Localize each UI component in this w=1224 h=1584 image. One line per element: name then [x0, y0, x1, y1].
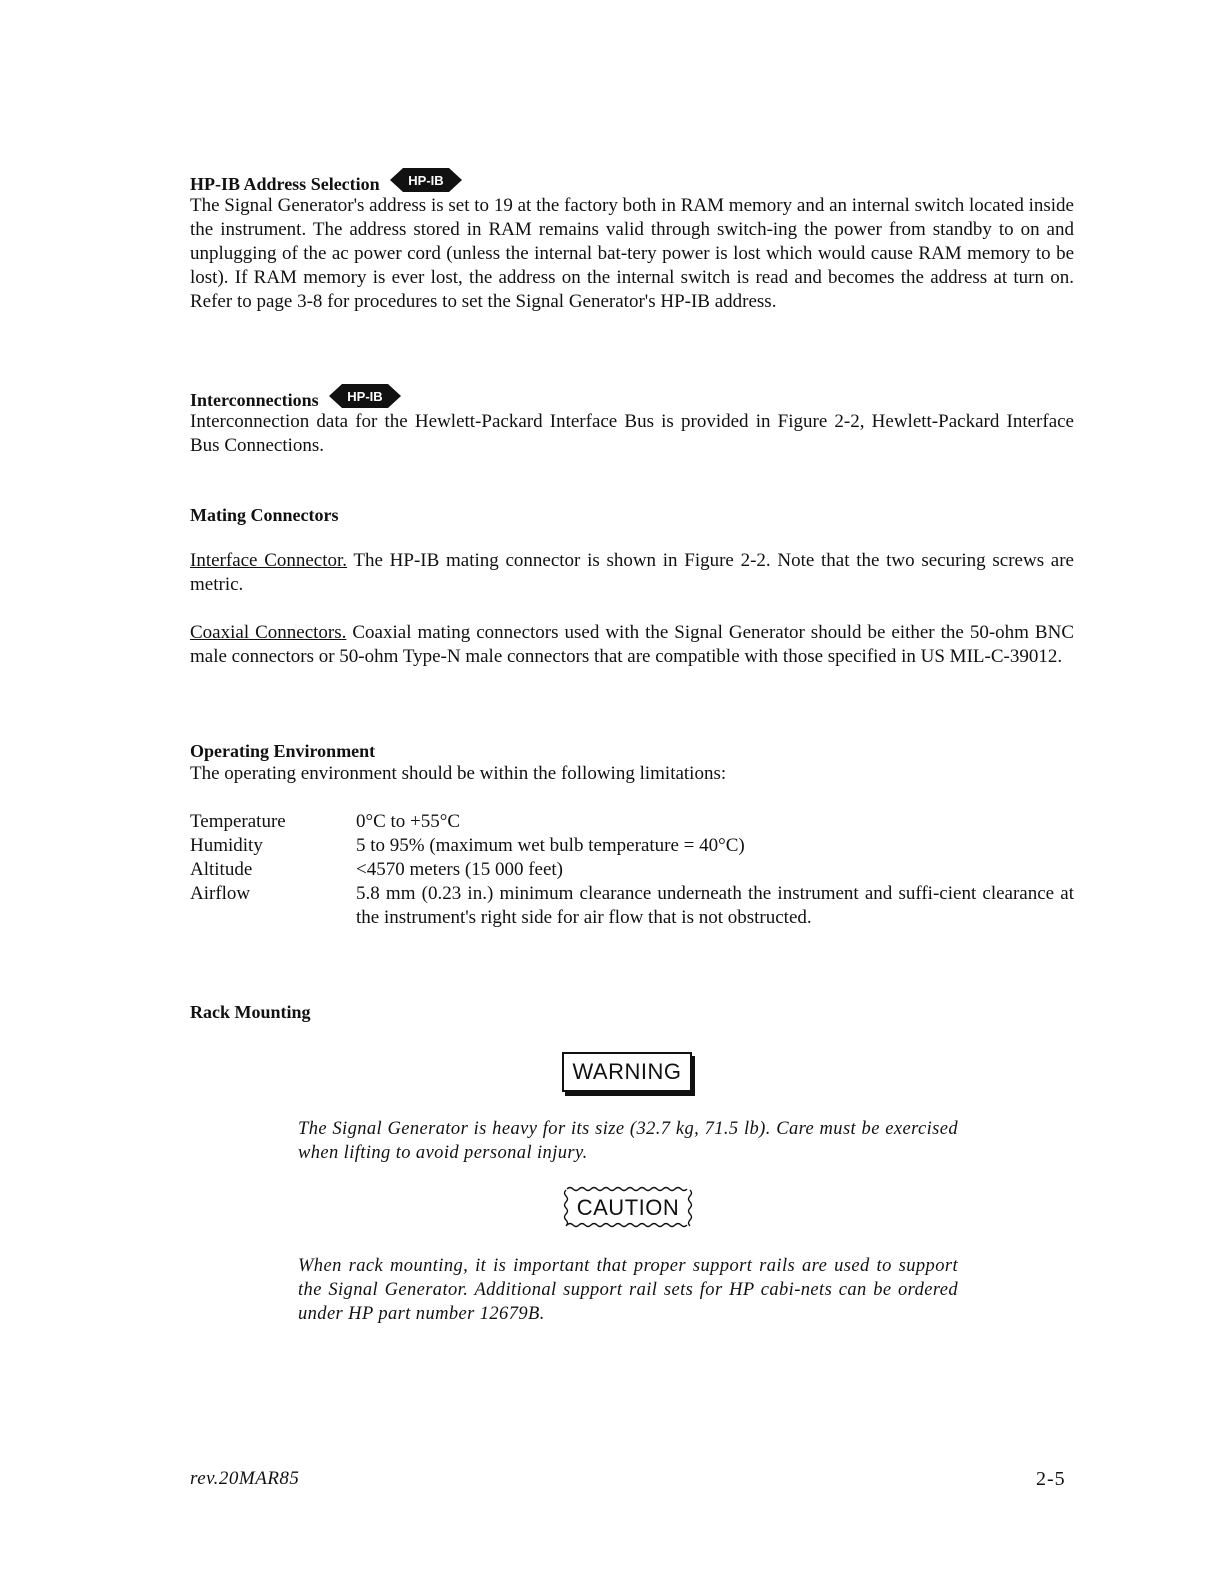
operating-environment-intro: The operating environment should be within the following limitations: — [190, 763, 727, 784]
env-label: Temperature — [190, 811, 286, 832]
caution-label: CAUTION — [576, 1195, 680, 1220]
svg-text:HP-IB: HP-IB — [407, 173, 444, 188]
env-value: 5.8 mm (0.23 in.) minimum clearance underneath the instrument and suffi-cient clearance at the instrument's right side for air flow that is not obstructed. — [356, 883, 1074, 928]
revision-footer: rev.20MAR85 — [190, 1468, 300, 1489]
coaxial-connectors-label: Coaxial Connectors. — [190, 622, 347, 643]
env-label: Humidity — [190, 835, 263, 856]
caution-box — [563, 1186, 693, 1228]
env-label: Altitude — [190, 859, 253, 880]
interface-connector-body: The HP-IB mating connector is shown in Figure 2-2. Note that the two securing screws are metric. — [190, 550, 1074, 595]
interface-connector-paragraph — [190, 549, 1074, 597]
env-label: Airflow — [190, 883, 251, 904]
rack-mounting-heading: Rack Mounting — [190, 1002, 311, 1022]
warning-label: WARNING — [562, 1052, 692, 1092]
coaxial-connectors-paragraph — [190, 621, 1074, 669]
interface-connector-label: Interface Connector. — [190, 550, 348, 571]
operating-environment-heading: Operating Environment — [190, 741, 376, 761]
page-number: 2-5 — [1036, 1468, 1066, 1490]
warning-text: The Signal Generator is heavy for its size (32.7 kg, 71.5 lb). Care must be exercised when lifting to avoid personal injury. — [298, 1119, 958, 1163]
svg-text:HP-IB: HP-IB — [346, 389, 383, 404]
env-value: 5 to 95% (maximum wet bulb temperature = 40°C) — [356, 835, 745, 856]
env-value: <4570 meters (15 000 feet) — [356, 859, 563, 880]
coaxial-connectors-body: Coaxial mating connectors used with the Signal Generator should be either the 50-ohm BNC male connectors or 50-ohm Type-N male connectors that are compatible with those specified in US MIL-C-39012. — [190, 622, 1074, 667]
address-selection-body: The Signal Generator's address is set to 19 at the factory both in RAM memory and an internal switch located inside the instrument. The address stored in RAM remains valid through switch-ing the power from standby to on and unplugging of the ac power cord (unless the internal bat-tery power is lost which would cause RAM memory to be lost). If RAM memory is ever lost, the address on the internal switch is read and becomes the address at turn on. Refer to page 3-8 for procedures to set the Signal Generator's HP-IB address. — [190, 195, 1074, 312]
interconnections-heading-text: Interconnections — [190, 390, 319, 411]
mating-connectors-heading: Mating Connectors — [190, 505, 339, 525]
interconnections-body: Interconnection data for the Hewlett-Packard Interface Bus is provided in Figure 2-2, Hewlett-Packard Interface Bus Connections. — [190, 411, 1074, 456]
caution-text: When rack mounting, it is important that proper support rails are used to support the Signal Generator. Additional support rail sets for HP cabi-nets can be ordered under HP part number 12679B. — [298, 1256, 958, 1324]
env-value: 0°C to +55°C — [356, 811, 461, 832]
address-selection-heading-text: HP-IB Address Selection — [190, 174, 380, 195]
